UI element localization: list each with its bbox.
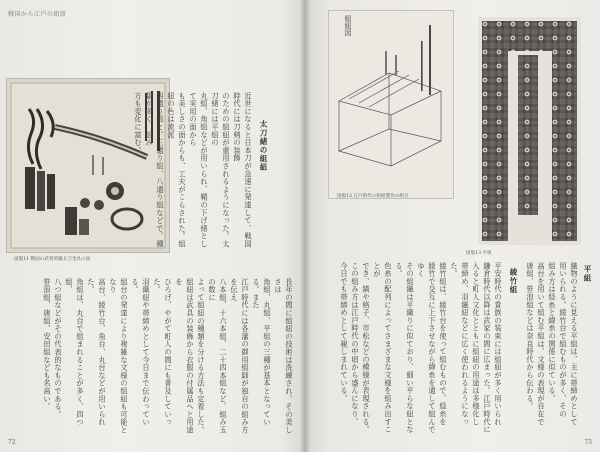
text-line: 綾竹組は、綾竹台を使って組むもので、経糸を — [439, 262, 448, 426]
text-line: 江戸時代には各藩の御用組師が独自の組み方を伝え — [230, 278, 250, 434]
text-line: のための組紐が重用されるようになった。太刀緒には平組の — [211, 92, 231, 248]
book-gutter — [300, 0, 310, 452]
text-line: 羽織紐や帯締めとして今日まで伝わっている。 — [131, 278, 151, 427]
loom-sketch — [328, 10, 454, 199]
text-line: 丸組、角組などが用いられ、鞘の下げ緒として実用の面から — [189, 92, 209, 248]
text-line: 用いられる。綾竹台で組むものが多く、その — [559, 262, 568, 418]
text-line: 四通り組と、三通り組、八通り組などで、種類が多く、組み — [145, 92, 165, 248]
text-line: 色糸の配列によってさまざまな文様を組み出すことが — [373, 262, 393, 434]
text-line: 組紐は武具の装飾から衣服の付属品へと用途を — [175, 278, 195, 434]
page-number-left: 72 — [8, 439, 16, 446]
scroll-caption: 図版11 戦国の武将所蔵太刀金具の図 — [14, 257, 91, 262]
sketch-caption: 図版12 江戸時代の組紐製作の組台 — [337, 194, 409, 199]
right-heading-upper: 平組 — [583, 265, 592, 283]
text-line: 高台を用いて組む平組は、文様の表現が自在で — [537, 262, 546, 426]
lower-text-block — [10, 278, 295, 438]
text-line: 今日でも帯締めとして親しまれている。 — [340, 262, 349, 403]
sash-caption: 図版13 平組 — [466, 251, 492, 256]
text-line: 入ると町人文化とともに組紐の用途は多様化し — [472, 262, 481, 426]
text-line: でき、縞や格子、市松などの模様が表現される。 — [362, 262, 371, 434]
text-line: 近世になると日本刀が急速に発達して、戦国時代には刀剣の装飾 — [233, 92, 253, 248]
right-heading-lower: 綾竹組 — [509, 268, 518, 294]
text-line: 高台、綾竹台、角台、丸台などが用いられた。 — [87, 278, 107, 427]
text-line: その組織は平織りに似ており、細い平らな紐となる。 — [395, 262, 415, 434]
right-lower-text-block — [312, 262, 504, 440]
woven-sash-photo — [478, 17, 581, 245]
sketch-label: 組紐図 — [344, 15, 352, 36]
text-line: 鎌倉時代以降は武家の間に広まった。江戸時代に — [483, 262, 492, 434]
text-line: 方も変化に富む。 — [134, 92, 143, 155]
text-line: 笹浪組、唐組、安田組なども名高い。 — [43, 278, 52, 411]
text-line: よって組紐の種類を分ける方法も定着した。 — [197, 278, 206, 434]
text-line: 角組は、丸台で組まれることが多く、四つ組、 — [65, 278, 85, 427]
text-line: 長年の間に組紐の技術は洗練され、その美しさは — [274, 278, 294, 434]
text-line: 唐組、笹浪組などは奈良時代から伝わる。 — [526, 262, 535, 411]
text-line: 角組、丸組、平組の三種が基本となっている。また — [252, 278, 272, 427]
section-heading: 太刀緒の組紐 — [259, 120, 268, 172]
text-line: 八つ組などがその代表的なものである。 — [54, 278, 63, 419]
text-line: も美しさの面からも、工夫がこらされた。組紐の色は流派 — [167, 92, 187, 248]
text-line: この組み方は江戸時代の中頃から盛んになり、 — [351, 262, 360, 426]
text-line: 組台の発達により複雑な文様の組紐も可能となり — [109, 278, 129, 434]
text-line: ひろげ、やがて町人の間にも普及していった。 — [153, 278, 173, 427]
right-upper-text-block — [520, 262, 580, 432]
upper-text-block — [134, 92, 254, 252]
text-line: 綾竹で交互に上下させながら緯糸を通して組んでゆく — [417, 262, 437, 434]
text-line: 織物のように見える平組は、主に帯締めとして — [570, 262, 579, 426]
running-head: 戦国から江戸の組紐 — [8, 11, 67, 18]
page-number-right: 73 — [584, 439, 592, 446]
text-line: 帯締め、羽織紐などに広く使われるようになった。 — [450, 262, 470, 426]
text-line: 組み方は経糸と緯糸の関係に似ている。 — [548, 262, 557, 403]
text-line: 八本組、十六本組、二十四本組など、組み玉の数に — [208, 278, 228, 434]
text-line: 平安時代の貴族の装束には組紐が多く用いられ — [494, 262, 503, 426]
